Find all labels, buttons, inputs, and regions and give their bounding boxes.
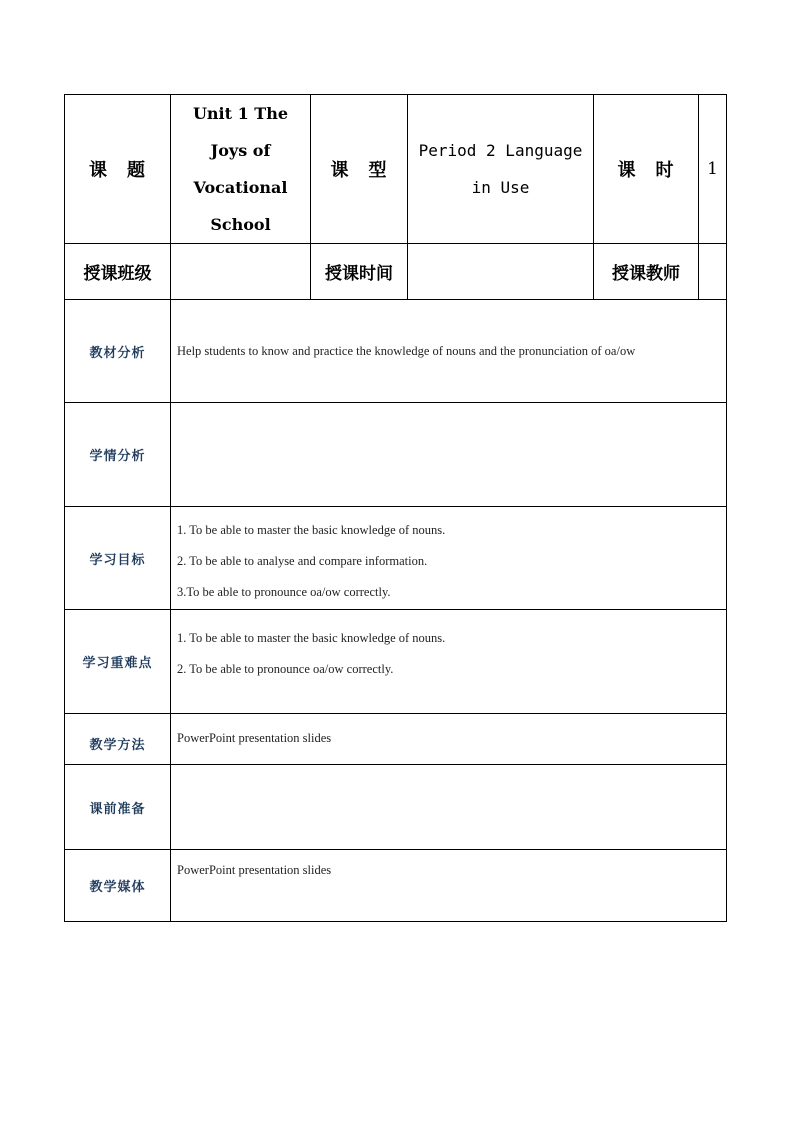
teacher-value — [699, 244, 727, 300]
objective-item: 2. To be able to analyse and compare information. — [177, 554, 428, 568]
type-value: Period 2 Language in Use — [408, 95, 594, 244]
header-row-1 — [65, 95, 727, 244]
preparation-row — [65, 765, 727, 850]
methods-label: 教学方法 — [65, 714, 171, 765]
topic-value: Unit 1 The Joys of Vocational School — [171, 95, 311, 244]
time-label: 授课时间 — [311, 244, 408, 300]
objective-item: 3.To be able to pronounce oa/ow correctly. — [177, 585, 391, 599]
key-points-label: 学习重难点 — [65, 610, 171, 714]
materials-label: 教材分析 — [65, 300, 171, 403]
materials-text: Help students to know and practice the knowledge of nouns and the pronunciation of oa/ow — [171, 300, 727, 403]
key-points-cell — [171, 610, 727, 714]
key-points-row — [65, 610, 727, 714]
preparation-text — [171, 765, 727, 850]
methods-text: PowerPoint presentation slides — [171, 714, 727, 765]
key-point-item: 2. To be able to pronounce oa/ow correctly. — [177, 662, 394, 676]
topic-label: 课 题 — [65, 95, 171, 244]
objective-item: 1. To be able to master the basic knowledge of nouns. — [177, 523, 446, 537]
learners-text — [171, 403, 727, 507]
lesson-plan-table — [64, 94, 727, 922]
methods-row — [65, 714, 727, 765]
time-value — [408, 244, 594, 300]
teacher-label: 授课教师 — [594, 244, 699, 300]
key-point-item: 1. To be able to master the basic knowledge of nouns. — [177, 631, 446, 645]
objectives-row — [65, 507, 727, 610]
learners-label: 学情分析 — [65, 403, 171, 507]
media-text: PowerPoint presentation slides — [171, 850, 727, 922]
objectives-label: 学习目标 — [65, 507, 171, 610]
objectives-cell — [171, 507, 727, 610]
learners-row — [65, 403, 727, 507]
type-label: 课 型 — [311, 95, 408, 244]
header-row-2 — [65, 244, 727, 300]
preparation-label: 课前准备 — [65, 765, 171, 850]
class-value — [171, 244, 311, 300]
media-row — [65, 850, 727, 922]
materials-row — [65, 300, 727, 403]
media-label: 教学媒体 — [65, 850, 171, 922]
hours-label: 课 时 — [594, 95, 699, 244]
class-label: 授课班级 — [65, 244, 171, 300]
hours-value: 1 — [699, 95, 727, 244]
